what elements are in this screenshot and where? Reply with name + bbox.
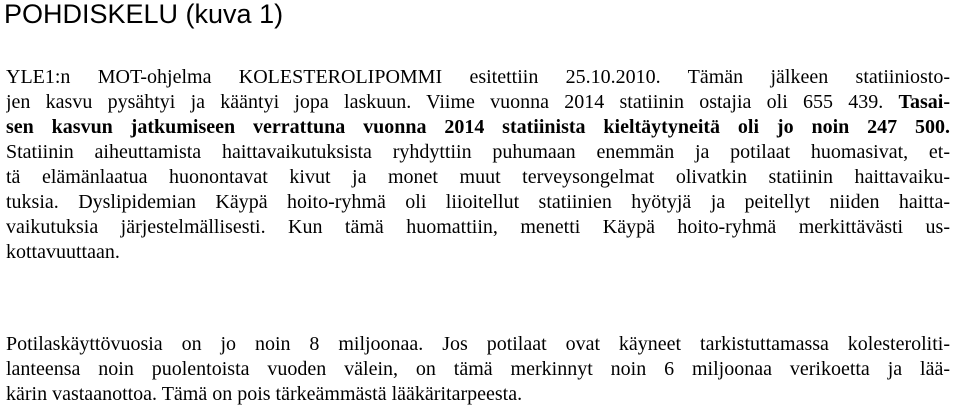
paragraph-patient-years bbox=[6, 332, 950, 407]
text-line bbox=[6, 190, 950, 215]
text-line bbox=[6, 165, 950, 190]
text-run: Potilaskäyttövuosia on jo noin 8 miljoonaa. Jos potilaat ovat käyneet tarkistuttamassa kolesteroliti- bbox=[6, 333, 950, 355]
text-run: vaikutuksia järjestelmällisesti. Kun tämä huomattiin, menetti Käypä hoito-ryhmä merkittävästi us- bbox=[6, 216, 950, 238]
text-run: YLE1:n MOT-ohjelma KOLESTEROLIPOMMI esitettiin 25.10.2010. Tämän jälkeen statiiniosto- bbox=[6, 66, 950, 88]
text-run: jen kasvu pysähtyi ja kääntyi jopa laskuun. Viime vuonna 2014 statiinin ostajia oli 655 439. bbox=[6, 91, 899, 113]
text-run: tuksia. Dyslipidemian Käypä hoito-ryhmä oli liioitellut statiinien hyötyjä ja peitellyt niiden haitta- bbox=[6, 191, 950, 213]
bold-text-line bbox=[6, 115, 950, 140]
text-line bbox=[6, 332, 950, 357]
bold-text-run: sen kasvun jatkumiseen verrattuna vuonna 2014 statiinista kieltäytyneitä oli jo noin 247 500. bbox=[6, 116, 950, 138]
text-line bbox=[6, 357, 950, 382]
text-line bbox=[6, 382, 950, 407]
text-run: kottavuuttaan. bbox=[6, 241, 120, 263]
text-line bbox=[6, 90, 950, 115]
text-run: Statiinin aiheuttamista haittavaikutuksista ryhdyttiin puhumaan enemmän ja potilaat huomasivat, et- bbox=[6, 141, 950, 163]
paragraph-mot-program bbox=[6, 65, 950, 265]
text-line bbox=[6, 240, 950, 265]
bold-text-run: Tasai- bbox=[898, 91, 950, 113]
page-title: POHDISKELU (kuva 1) bbox=[4, 0, 284, 29]
text-line bbox=[6, 215, 950, 240]
text-line bbox=[6, 65, 950, 90]
text-run: lanteensa noin puolentoista vuoden välein, on tämä merkinnyt noin 6 miljoonaa verikoetta ja lää- bbox=[6, 358, 950, 380]
text-run: kärin vastaanottoa. Tämä on pois tärkeämmästä lääkäritarpeesta. bbox=[6, 383, 523, 405]
text-line bbox=[6, 140, 950, 165]
text-run: tä elämänlaatua huonontavat kivut ja monet muut terveysongelmat olivatkin statiinin haittavaiku- bbox=[6, 166, 950, 188]
